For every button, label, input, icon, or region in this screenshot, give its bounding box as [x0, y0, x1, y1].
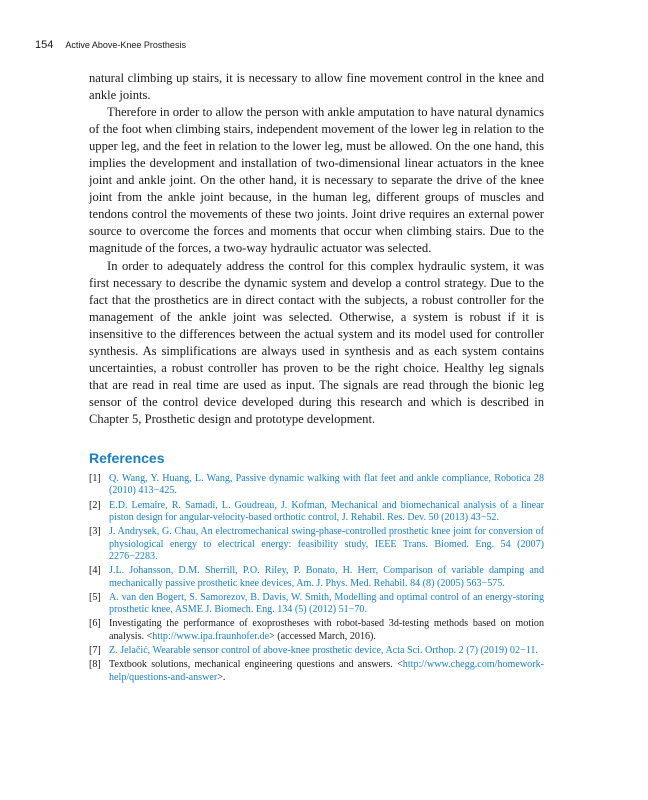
reference-link[interactable]: Z. Jelačić, Wearable sensor control of above-knee prosthetic device, Acta Sci. Orthop. 2 (7) (2019) 02−11. [109, 645, 538, 657]
reference-link[interactable]: E.D. Lemaire, R. Samadi, L. Goudreau, J. Kofman, Mechanical and biomechanical analysis of a linear piston design for angular-velocity-based orthotic control, J. Rehabil. Res. Dev. 50 (2013) 43−52. [109, 499, 544, 524]
reference-item [89, 565, 544, 590]
paragraph: In order to adequately address the control for this complex hydraulic system, it was first necessary to describe the dynamic system and develop a control strategy. Due to the fact that the prosthetics are in direct contact with the subjects, a robust controller for the management of the ankle joint was selected. Otherwise, a system is robust if it is insensitive to the differences between the actual system and its model used for controller synthesis. As simplifications are always used in synthesis and as each system contains uncertainties, a robust controller has proven to be the right choice. Healthy leg signals that are read in real time are used as input. The signals are read through the bionic leg sensor of the control device developed during this research and which is described in Chapter 5, Prosthetic design and prototype development. [89, 258, 544, 426]
reference-link[interactable]: Q. Wang, Y. Huang, L. Wang, Passive dynamic walking with flat feet and ankle compliance, Robotica 28 (2010) 413−425. [109, 473, 544, 497]
reference-item [89, 500, 544, 525]
reference-number: [6] [89, 618, 101, 630]
reference-url-link[interactable]: http://www.ipa.fraunhofer.de [152, 630, 270, 642]
reference-text-pre: Investigating the performance of exoprostheses with robot-based 3d-testing methods based on motion analysis. < [109, 618, 544, 642]
references-heading: References [89, 450, 165, 466]
reference-text [109, 659, 544, 684]
reference-item [89, 526, 544, 563]
reference-item [89, 659, 544, 684]
reference-number: [3] [89, 526, 101, 538]
reference-item [89, 473, 544, 498]
paragraph: Therefore in order to allow the person with ankle amputation to have natural dynamics of the foot when climbing stairs, independent movement of the lower leg in relation to the upper leg, and the feet in relation to the lower leg, must be allowed. On the one hand, this implies the development and installation of two-dimensional linear actuators in the knee joint and ankle joint. On the other hand, it is necessary to separate the drive of the knee joint from the ankle joint because, in the human leg, different groups of muscles and tendons control the movements of these two joints. Joint drive requires an external power source to overcome the forces and moments that occur when climbing stairs. Due to the magnitude of the forces, a two-way hydraulic actuator was selected. [89, 105, 544, 256]
reference-link[interactable]: A. van den Bogert, S. Samorezov, B. Davis, W. Smith, Modelling and optimal control of an energy-storing prosthetic knee, ASME J. Biomech. Eng. 134 (5) (2012) 51−70. [109, 591, 544, 616]
body-text [89, 70, 544, 428]
reference-number: [5] [89, 591, 101, 603]
running-title: Active Above-Knee Prosthesis [65, 40, 186, 50]
reference-number: [7] [89, 645, 101, 657]
reference-text [109, 618, 544, 643]
reference-number: [1] [89, 473, 101, 484]
reference-number: [8] [89, 659, 101, 671]
reference-item [89, 645, 544, 657]
running-header [35, 39, 186, 51]
reference-url-link[interactable]: http://www.chegg.com/homework-help/questions-and-answer [109, 659, 544, 683]
reference-item [89, 618, 544, 643]
reference-text-pre: Textbook solutions, mechanical engineering questions and answers. < [109, 659, 403, 671]
reference-item [89, 592, 544, 617]
paragraph: natural climbing up stairs, it is necessary to allow fine movement control in the knee and ankle joints. [89, 71, 544, 103]
reference-text-post: >. [217, 671, 226, 683]
reference-text-post: > (accessed March, 2016). [269, 630, 376, 642]
reference-number: [2] [89, 499, 101, 511]
reference-link[interactable]: J. Andrysek, G. Chau, An electromechanical swing-phase-controlled prosthetic knee joint for conversion of physiological energy to electrical energy: feasibility study, IEEE Trans. Biomed. Eng. 54 (2007) 2276−2283. [109, 526, 544, 563]
reference-list [89, 473, 544, 686]
page-number: 154 [35, 39, 54, 51]
reference-number: [4] [89, 565, 101, 577]
reference-link[interactable]: J.L. Johansson, D.M. Sherrill, P.O. Riley, P. Bonato, H. Herr, Comparison of variable damping and mechanically passive prosthetic knee devices, Am. J. Phys. Med. Rehabil. 84 (8) (2005) 563−575. [109, 565, 544, 589]
